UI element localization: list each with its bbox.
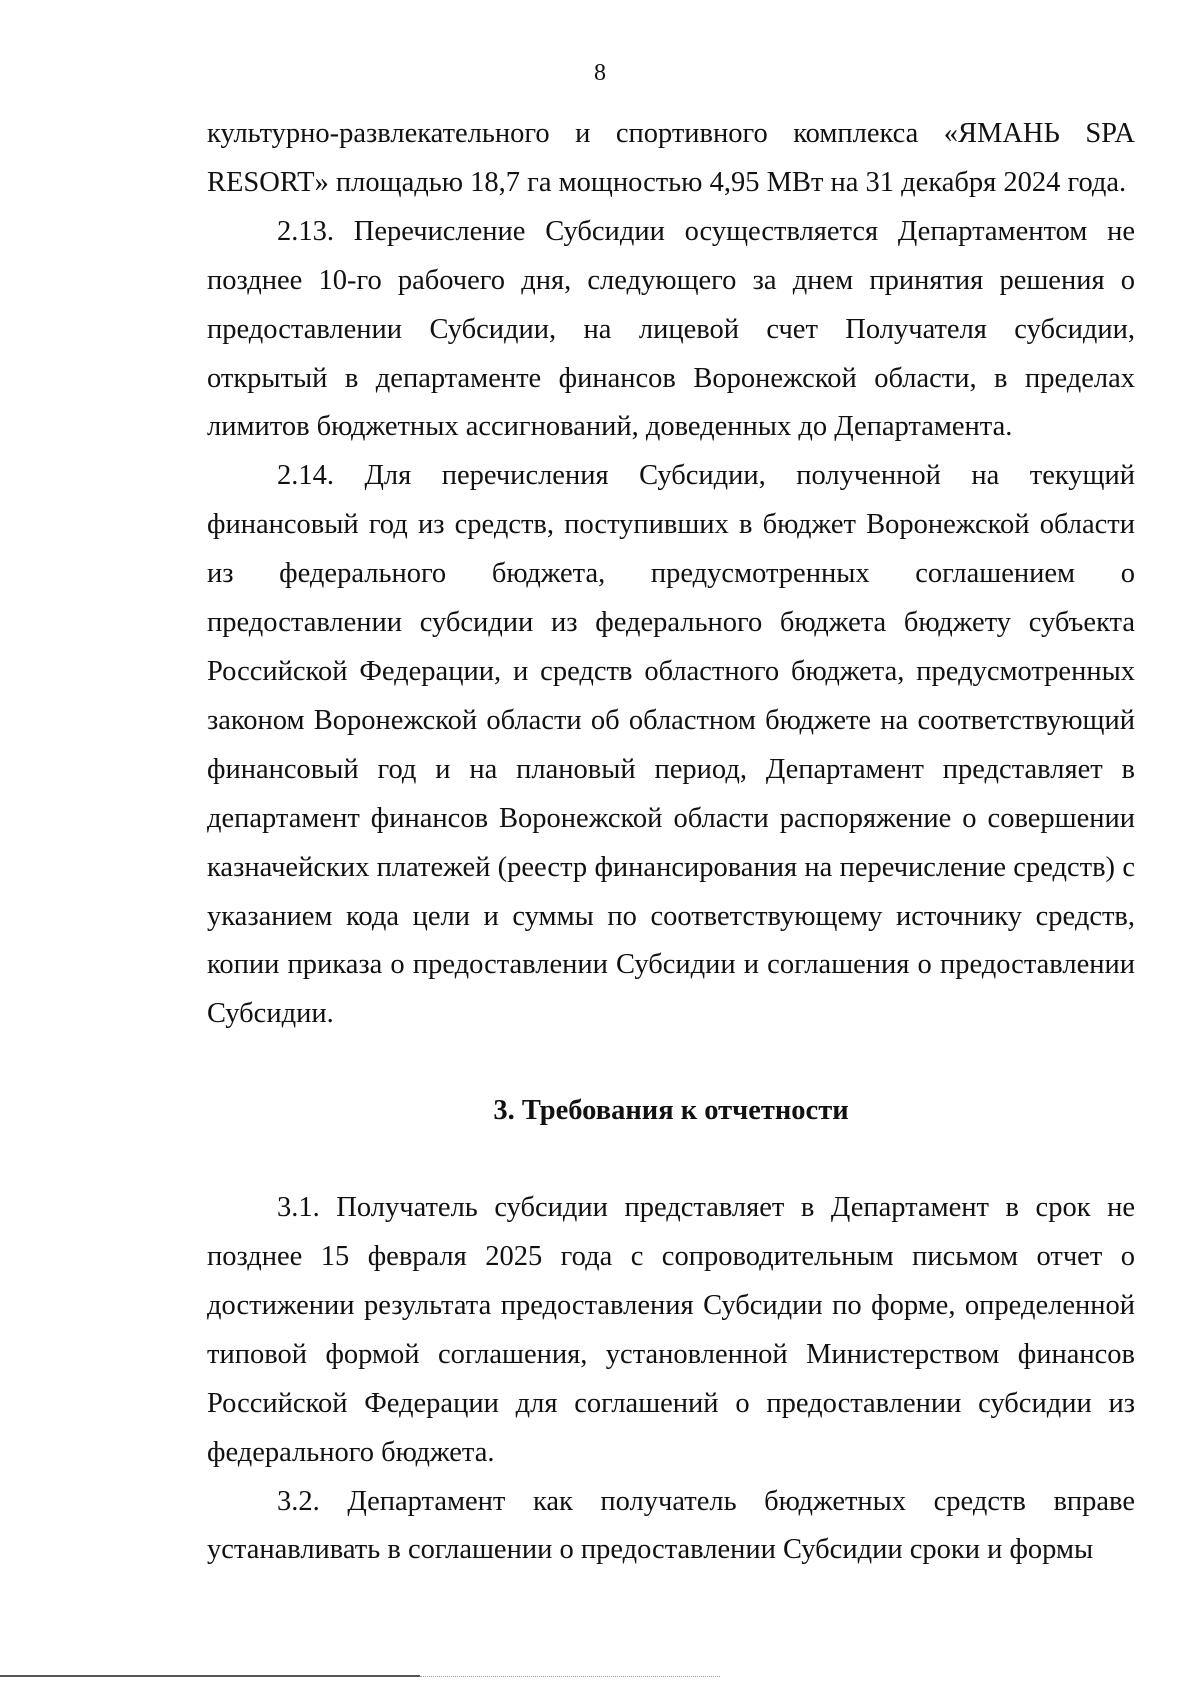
paragraph-continuation: культурно-развлекательного и спортивного комплекса «ЯМАНЬ SPA RESORT» площадью 18,7 га мощностью 4,95 МВт на 31 декабря 2024 года. <box>207 118 1135 198</box>
scan-edge-line <box>0 1675 420 1677</box>
paragraph-2-14: 2.14. Для перечисления Субсидии, полученной на текущий финансовый год из средств, поступивших в бюджет Воронежской области из федерального бюджета, предусмотренных соглашением о предоставлении субсидии из федерального бюджета бюджету субъекта Российской Федерации, и средств областного бюджета, предусмотренных законом Воронежской области об областном бюджете на соответствующий финансовый год и на плановый период, Департамент представляет в департамент финансов Воронежской области распоряжение о совершении казначейских платежей (реестр финансирования на перечисление средств) с указанием кода цели и суммы по соответствующему источнику средств, копии приказа о предоставлении Субсидии и соглашения о предоставлении Субсидии. <box>207 460 1135 1030</box>
page-number: 8 <box>594 60 606 86</box>
scan-edge-dots <box>420 1676 720 1677</box>
document-body <box>207 110 1135 1575</box>
paragraph-3-1: 3.1. Получатель субсидии представляет в Департамент в срок не позднее 15 февраля 2025 года с сопроводительным письмом отчет о достижении результата предоставления Субсидии по форме, определенной типовой формой соглашения, установленной Министерством финансов Российской Федерации для соглашений о предоставлении субсидии из федерального бюджета. <box>207 1192 1135 1468</box>
section-heading: 3. Требования к отчетности <box>493 1095 849 1127</box>
paragraph-3-2: 3.2. Департамент как получатель бюджетных средств вправе устанавливать в соглашении о предоставлении Субсидии сроки и формы <box>207 1485 1135 1566</box>
paragraph-2-13: 2.13. Перечисление Субсидии осуществляется Департаментом не позднее 10-го рабочего дня, следующего за днем принятия решения о предоставлении Субсидии, на лицевой счет Получателя субсидии, открытый в департаменте финансов Воронежской области, в пределах лимитов бюджетных ассигнований, доведенных до Департамента. <box>207 215 1135 443</box>
